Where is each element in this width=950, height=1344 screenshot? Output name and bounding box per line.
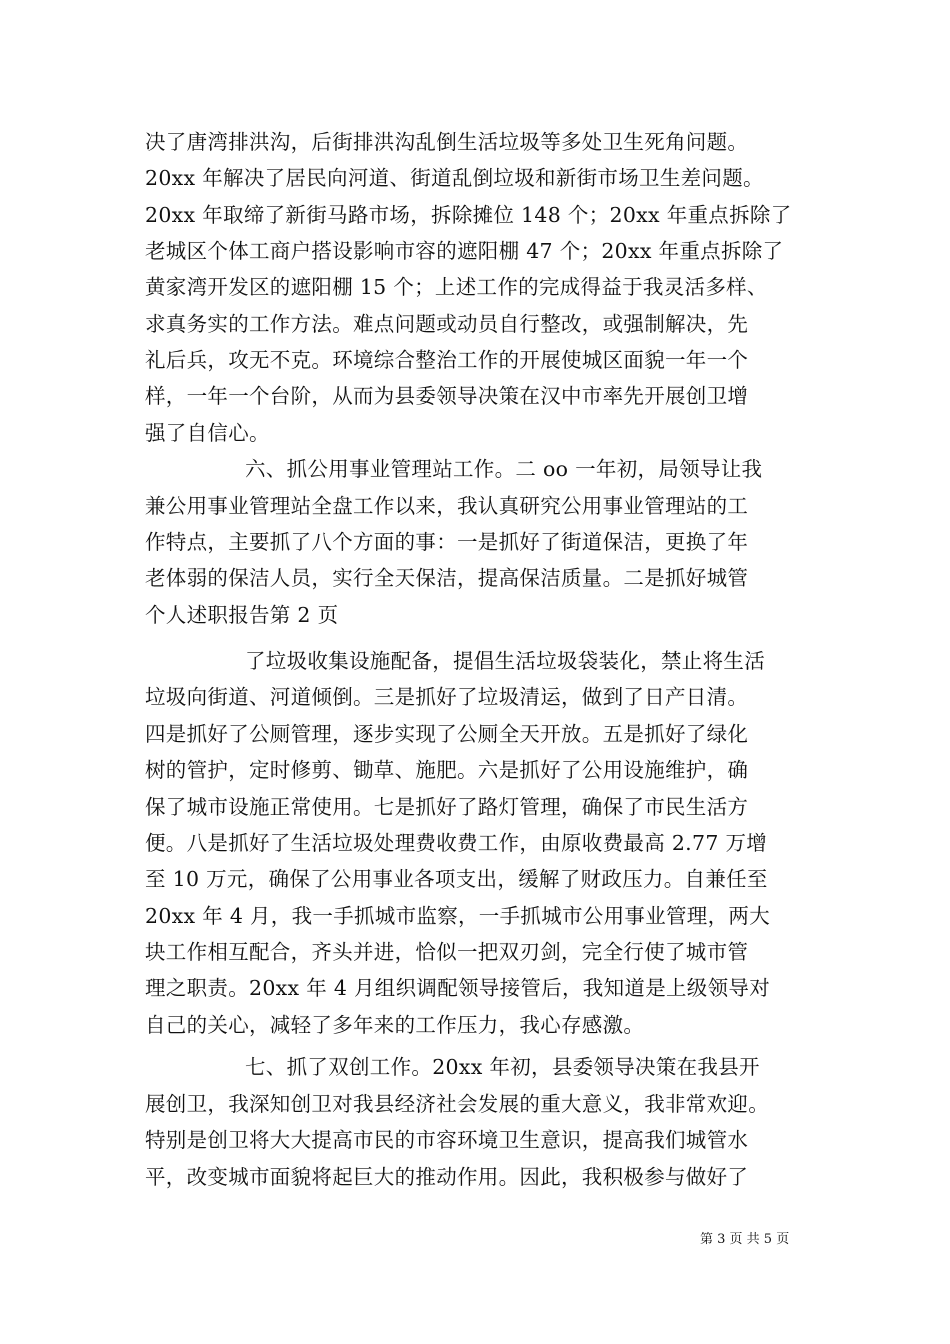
paragraph-heading-seven: 七、抓了双创工作。20xx 年初，县委领导决策在我县开 — [245, 1055, 760, 1079]
text-line: 兼公用事业管理站全盘工作以来，我认真研究公用事业管理站的工 — [145, 494, 749, 518]
text-line: 作特点，主要抓了八个方面的事：一是抓好了街道保洁，更换了年 — [145, 530, 749, 554]
text-line: 理之职责。20xx 年 4 月组织调配领导接管后，我知道是上级领导对 — [145, 976, 770, 1000]
text-line: 20xx 年解决了居民向河道、街道乱倒垃圾和新街市场卫生差问题。 — [145, 166, 764, 190]
text-line: 老体弱的保洁人员，实行全天保洁，提高保洁质量。二是抓好城管 — [145, 566, 749, 590]
text-line: 自己的关心，减轻了多年来的工作压力，我心存感激。 — [145, 1013, 645, 1037]
text-line: 块工作相互配合，齐头并进，恰似一把双刃剑，完全行使了城市管 — [145, 940, 749, 964]
inline-page-marker: 个人述职报告第 2 页 — [145, 603, 339, 627]
text-line: 垃圾向街道、河道倾倒。三是抓好了垃圾清运，做到了日产日清。 — [145, 685, 749, 709]
text-line: 了垃圾收集设施配备，提倡生活垃圾袋装化，禁止将生活 — [245, 649, 765, 673]
text-line: 保了城市设施正常使用。七是抓好了路灯管理，确保了市民生活方 — [145, 795, 749, 819]
text-line: 强了自信心。 — [145, 421, 270, 445]
text-line: 求真务实的工作方法。难点问题或动员自行整改，或强制解决，先 — [145, 312, 749, 336]
text-line: 样，一年一个台阶，从而为县委领导决策在汉中市率先开展创卫增 — [145, 384, 749, 408]
text-line: 四是抓好了公厕管理，逐步实现了公厕全天开放。五是抓好了绿化 — [145, 722, 749, 746]
text-line: 特别是创卫将大大提高市民的市容环境卫生意识，提高我们城管水 — [145, 1128, 749, 1152]
text-line: 决了唐湾排洪沟，后街排洪沟乱倒生活垃圾等多处卫生死角问题。 — [145, 130, 749, 154]
text-line: 老城区个体工商户搭设影响市容的遮阳棚 47 个；20xx 年重点拆除了 — [145, 239, 784, 263]
text-line: 20xx 年 4 月，我一手抓城市监察，一手抓城市公用事业管理，两大 — [145, 904, 770, 928]
text-line: 平，改变城市面貌将起巨大的推动作用。因此，我积极参与做好了 — [145, 1165, 749, 1189]
text-line: 黄家湾开发区的遮阳棚 15 个；上述工作的完成得益于我灵活多样、 — [145, 275, 768, 299]
page-footer: 第 3 页 共 5 页 — [700, 1232, 790, 1247]
text-line: 展创卫，我深知创卫对我县经济社会发展的重大意义，我非常欢迎。 — [145, 1092, 769, 1116]
text-line: 至 10 万元，确保了公用事业各项支出，缓解了财政压力。自兼任至 — [145, 867, 768, 891]
paragraph-heading-six: 六、抓公用事业管理站工作。二 oo 一年初，局领导让我 — [245, 457, 763, 481]
text-line: 便。八是抓好了生活垃圾处理费收费工作，由原收费最高 2.77 万增 — [145, 831, 768, 855]
text-line: 礼后兵，攻无不克。环境综合整治工作的开展使城区面貌一年一个 — [145, 348, 749, 372]
text-line: 树的管护，定时修剪、锄草、施肥。六是抓好了公用设施维护，确 — [145, 758, 749, 782]
text-line: 20xx 年取缔了新街马路市场，拆除摊位 148 个；20xx 年重点拆除了 — [145, 203, 792, 227]
